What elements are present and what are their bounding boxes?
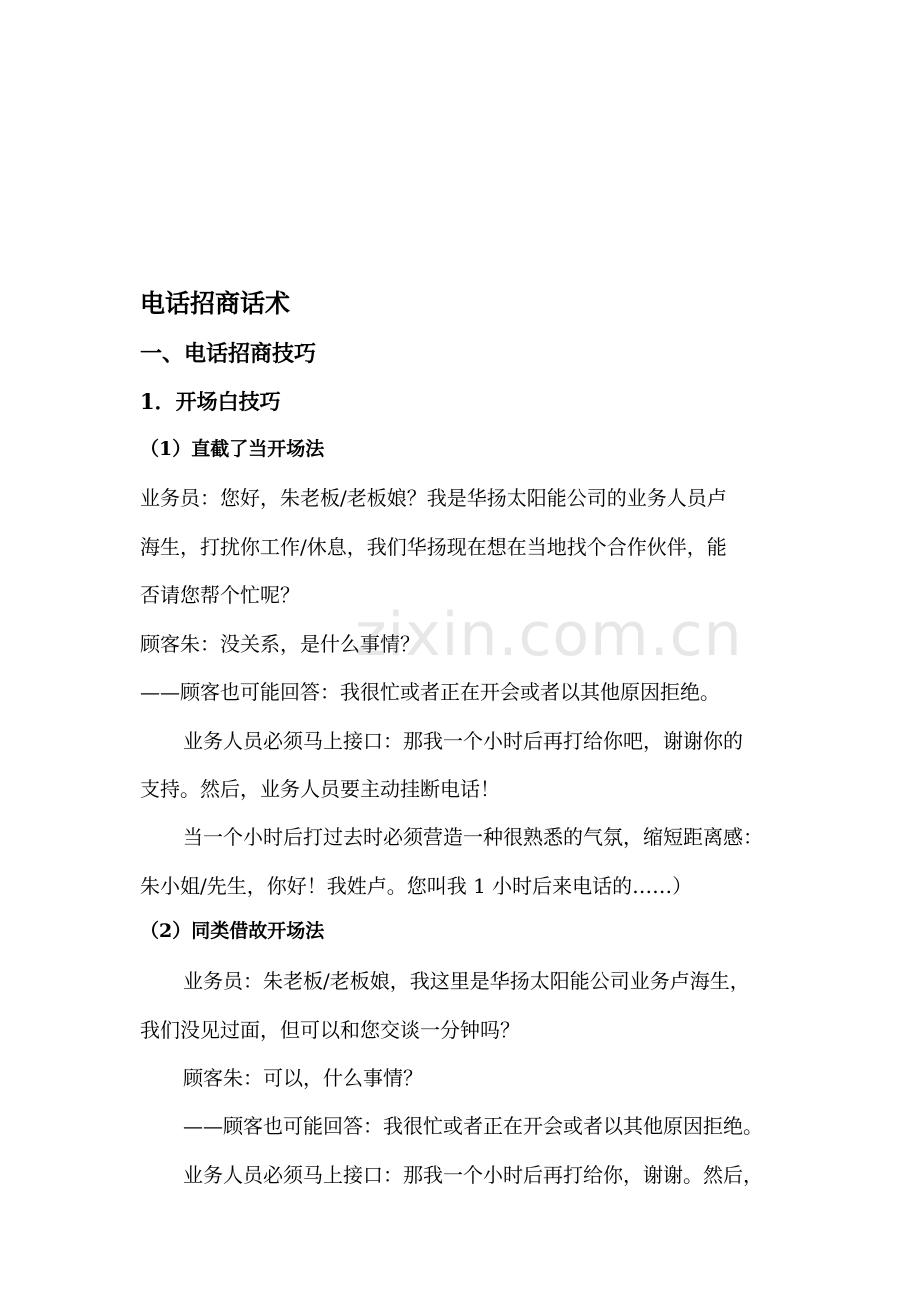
paragraph-line: 业务人员必须马上接口：那我一个小时后再打给你，谢谢。然后， bbox=[183, 1163, 763, 1187]
paragraph-line: 业务员：您好，朱老板/老板娘？我是华扬太阳能公司的业务人员卢 bbox=[140, 486, 727, 510]
paragraph-line: 我们没见过面，但可以和您交谈一分钟吗？ bbox=[140, 1018, 520, 1042]
method1-heading: （1）直截了当开场法 bbox=[140, 438, 325, 460]
paragraph-line: 海生，打扰你工作/休息，我们华扬现在想在当地找个合作伙伴，能 bbox=[140, 535, 727, 559]
paragraph-line: 朱小姐/先生，你好！我姓卢。您叫我 1 小时后来电话的……） bbox=[140, 874, 693, 898]
paragraph-line: ——顾客也可能回答：我很忙或者正在开会或者以其他原因拒绝。 bbox=[183, 1114, 763, 1138]
paragraph-line: 业务人员必须马上接口：那我一个小时后再打给你吧，谢谢你的 bbox=[183, 729, 743, 753]
paragraph-line: 顾客朱：可以，什么事情？ bbox=[183, 1066, 423, 1090]
paragraph-line: 当一个小时后打过去时必须营造一种很熟悉的气氛，缩短距离感： bbox=[183, 825, 763, 849]
paragraph-line: 否请您帮个忙呢？ bbox=[140, 583, 300, 607]
subsection-heading: 1．开场白技巧 bbox=[140, 389, 281, 414]
watermark: zixin.com.cn bbox=[355, 600, 743, 670]
paragraph-line: 业务员：朱老板/老板娘，我这里是华扬太阳能公司业务卢海生， bbox=[183, 969, 750, 993]
paragraph-line: ——顾客也可能回答：我很忙或者正在开会或者以其他原因拒绝。 bbox=[140, 680, 720, 704]
section-heading: 一、电话招商技巧 bbox=[140, 341, 317, 367]
document-title: 电话招商话术 bbox=[140, 289, 291, 318]
method2-heading: （2）同类借故开场法 bbox=[140, 920, 325, 942]
paragraph-line: 支持。然后，业务人员要主动挂断电话！ bbox=[140, 777, 500, 801]
paragraph-line: 顾客朱：没关系，是什么事情？ bbox=[140, 632, 420, 656]
